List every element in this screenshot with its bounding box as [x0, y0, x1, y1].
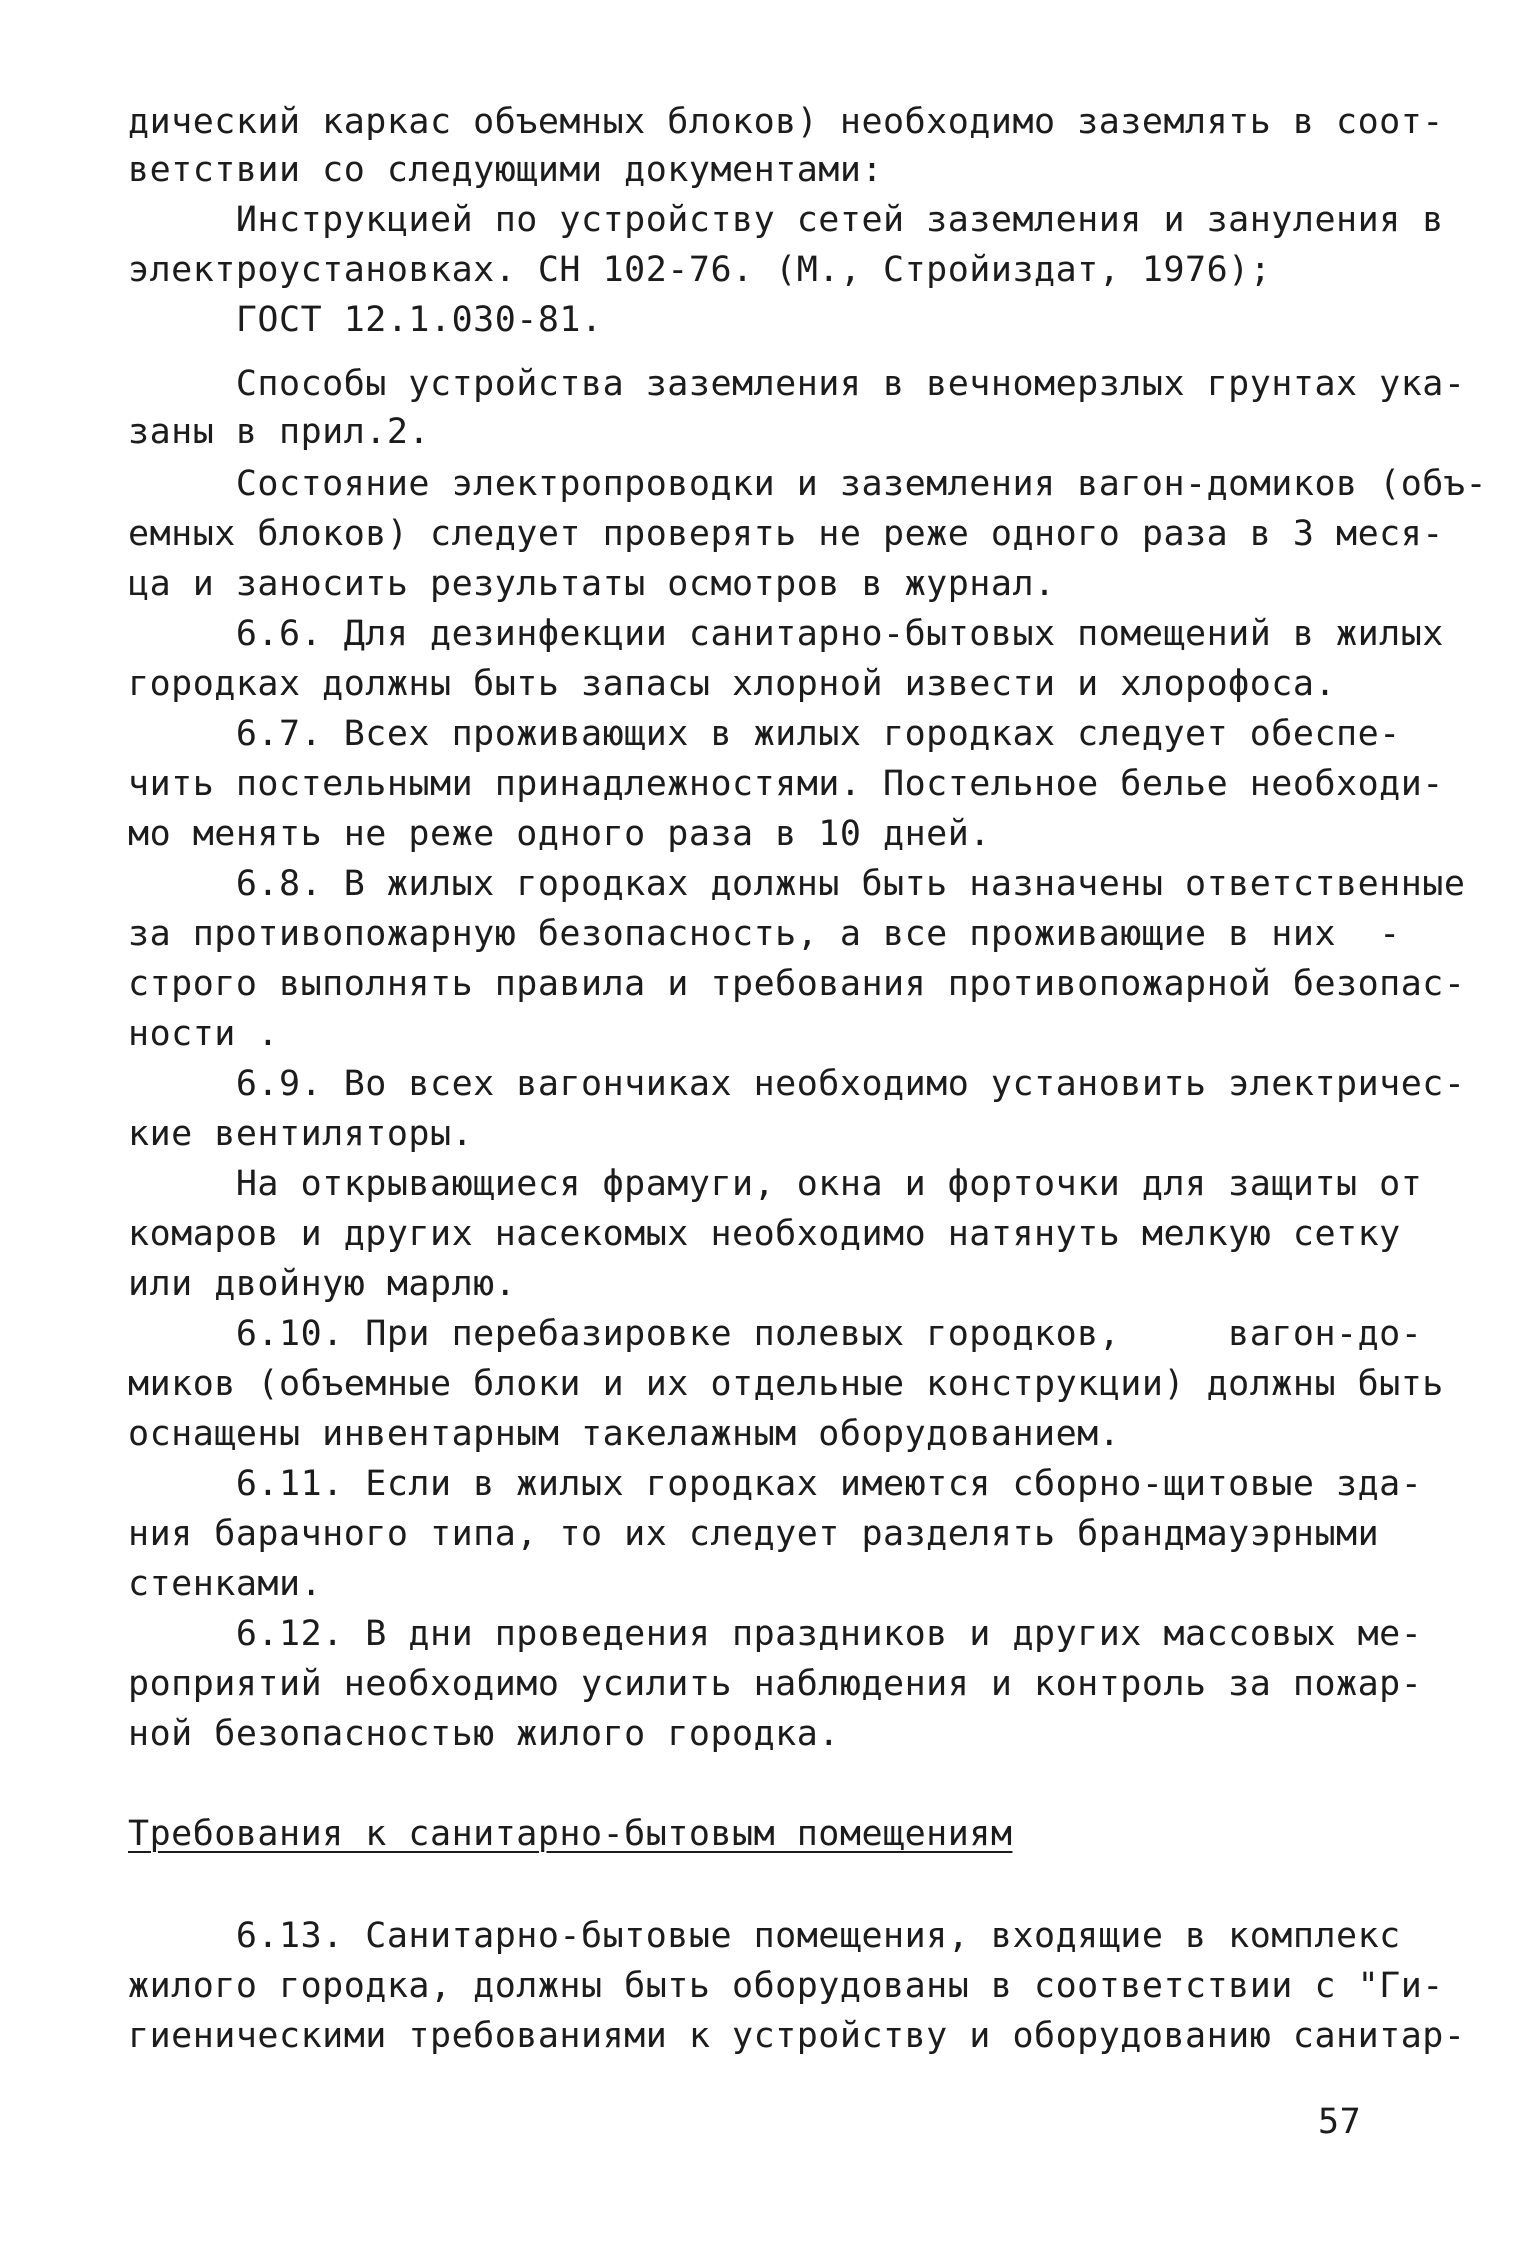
text-line: дический каркас объемных блоков) необходимо заземлять в соот- [128, 102, 1444, 142]
text-line: 6.10. При перебазировке полевых городков, вагон-до- [128, 1314, 1423, 1354]
text-line: мо менять не реже одного раза в 10 дней. [128, 814, 991, 854]
text-line: 6.7. Всех проживающих в жилых городках следует обеспе- [128, 714, 1401, 754]
text-line: строго выполнять правила и требования противопожарной безопас- [128, 964, 1466, 1004]
text-line: роприятий необходимо усилить наблюдения и контроль за пожар- [128, 1664, 1423, 1704]
text-line: стенками. [128, 1564, 323, 1604]
text-line: кие вентиляторы. [128, 1114, 474, 1154]
text-line: ГОСТ 12.1.030-81. [128, 300, 603, 340]
text-line: оснащены инвентарным такелажным оборудованием. [128, 1414, 1121, 1454]
text-line: 6.13. Санитарно-бытовые помещения, входящие в комплекс [128, 1916, 1401, 1956]
text-line: емных блоков) следует проверять не реже одного раза в 3 меся- [128, 514, 1444, 554]
text-line: городках должны быть запасы хлорной извести и хлорофоса. [128, 664, 1337, 704]
text-line: ца и заносить результаты осмотров в журнал. [128, 564, 1056, 604]
text-line: гиеническими требованиями к устройству и оборудованию санитар- [128, 2016, 1466, 2056]
text-line: 6.12. В дни проведения праздников и других массовых ме- [128, 1614, 1423, 1654]
text-line: 6.6. Для дезинфекции санитарно-бытовых помещений в жилых [128, 614, 1444, 654]
text-line: заны в прил.2. [128, 412, 431, 452]
text-line: ветствии со следующими документами: [128, 150, 884, 190]
text-line: жилого городка, должны быть оборудованы в соответствии с "Ги- [128, 1966, 1444, 2006]
text-line: 6.11. Если в жилых городках имеются сборно-щитовые зда- [128, 1464, 1423, 1504]
text-line: ности . [128, 1014, 280, 1054]
text-line: электроустановках. СН 102-76. (М., Стройиздат, 1976); [128, 250, 1272, 290]
section-heading: Требования к санитарно-бытовым помещениям [128, 1814, 1013, 1854]
text-line: миков (объемные блоки и их отдельные конструкции) должны быть [128, 1364, 1444, 1404]
text-line: чить постельными принадлежностями. Постельное белье необходи- [128, 764, 1444, 804]
text-line: за противопожарную безопасность, а все проживающие в них - [128, 914, 1401, 954]
page-number: 57 [1318, 2102, 1362, 2142]
text-line: 6.8. В жилых городках должны быть назначены ответственные [128, 864, 1466, 904]
text-line: Способы устройства заземления в вечномерзлых грунтах ука- [128, 364, 1466, 404]
text-line: 6.9. Во всех вагончиках необходимо установить электричес- [128, 1064, 1466, 1104]
text-line: комаров и других насекомых необходимо натянуть мелкую сетку [128, 1214, 1401, 1254]
text-line: ния барачного типа, то их следует разделять брандмауэрными [128, 1514, 1380, 1554]
text-line: Состояние электропроводки и заземления вагон-домиков (объ- [128, 464, 1488, 504]
text-line: или двойную марлю. [128, 1264, 517, 1304]
text-line: На открывающиеся фрамуги, окна и форточки для защиты от [128, 1164, 1423, 1204]
text-line: ной безопасностью жилого городка. [128, 1714, 840, 1754]
text-line: Инструкцией по устройству сетей заземления и зануления в [128, 200, 1444, 240]
